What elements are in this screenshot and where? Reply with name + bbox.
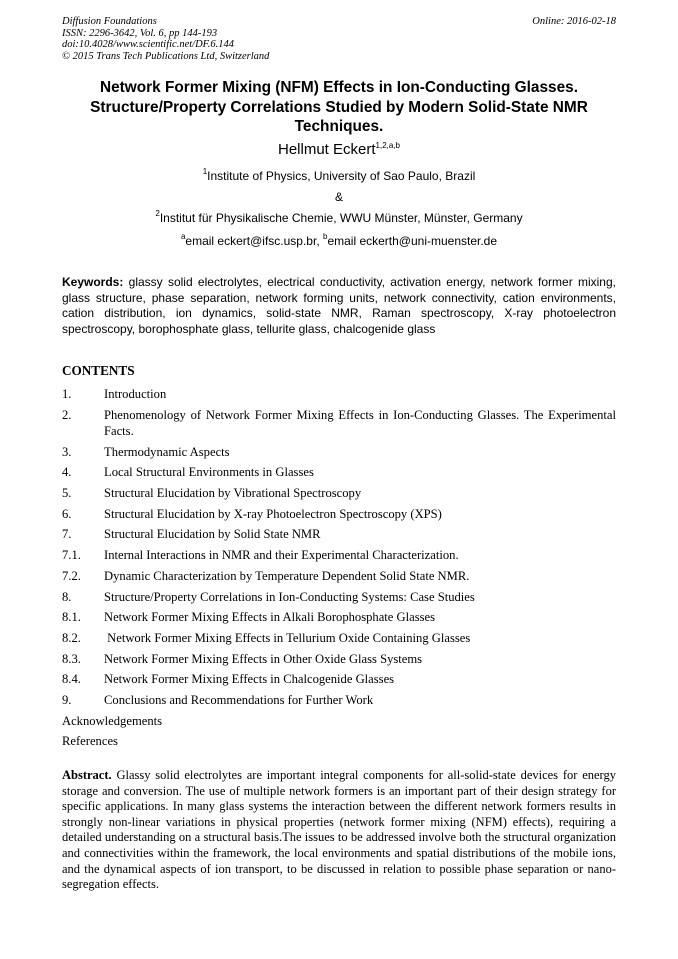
keywords-text: glassy solid electrolytes, electrical conductivity, activation energy, network former mixing, glass structure, phase separation, network forming units, network connectivity, cation environments, cation distribution, ion dynamics, solid-state NMR, Raman spectroscopy, X-ray photoelectron spectroscopy, borophosphate glass, tellurite glass, chalcogenide glass [62,275,616,336]
toc-item [62,587,616,608]
keywords-paragraph [62,275,616,337]
toc-title: Local Structural Environments in Glasses [104,465,314,480]
toc-number: 9. [62,692,72,707]
toc-item [62,483,616,504]
toc-item [62,462,616,483]
toc-title: Structural Elucidation by Solid State NMR [104,527,321,542]
toc-title: Structure/Property Correlations in Ion-Conducting Systems: Case Studies [104,589,475,604]
issn-volume: ISSN: 2296-3642, Vol. 6, pp 144-193 [62,27,218,39]
affiliation-1-text: Institute of Physics, University of Sao Paulo, Brazil [207,169,476,183]
toc-title: Network Former Mixing Effects in Chalcogenide Glasses [104,672,395,687]
toc-title: Phenomenology of Network Former Mixing Effects in Ion-Conducting Glasses. The Experimental Facts. [104,407,616,439]
toc-number: 7. [62,527,72,542]
email-b-sup: b [322,232,328,241]
affiliation-ampersand: & [334,190,343,204]
abstract-paragraph [62,768,616,893]
toc-number: 7.2. [62,568,81,583]
table-of-contents [62,384,616,752]
abstract-text: Glassy solid electrolytes are important integral components for all-solid-state devices for energy storage and conversion. The use of multiple network formers is an important part of their design strategy for specific applications. In many glass systems the interaction between the different network formers results in strongly non-linear variations in physical properties (network former mixing (NFM) effects), requiring a detailed understanding on a structural basis.The issues to be addressed involve both the structural organization and connectivities within the framework, the local environments and spatial distributions of the mobile ions, and the dynamical aspects of ion transport, to be discussed in relation to possible phase separation or nano-segregation effects. [62,768,616,892]
toc-number: 8. [62,589,72,604]
online-date: Online: 2016-02-18 [532,16,616,27]
affiliation-1 [62,169,616,183]
toc-item [62,442,616,463]
author-superscript: 1,2,a,b [375,141,400,150]
toc-number: 4. [62,465,72,480]
toc-number: 8.3. [62,651,81,666]
toc-item [62,669,616,690]
toc-title: Structural Elucidation by Vibrational Spectroscopy [104,486,362,501]
toc-acknowledgements: Acknowledgements [62,713,163,728]
toc-number: 8.2. [62,630,81,645]
email-a: email eckert@ifsc.usp.br, [185,234,323,248]
toc-item [62,524,616,545]
toc-item [62,405,616,442]
paper-title: Network Former Mixing (NFM) Effects in Ion-Conducting Glasses. Structure/Property Correlations Studied by Modern Solid-State NMR Techniques. [90,79,588,135]
affiliation-1-sup: 1 [202,167,208,176]
toc-title: Network Former Mixing Effects in Tellurium Oxide Containing Glasses [104,630,471,645]
email-line [62,234,616,248]
toc-item [62,649,616,670]
affiliation-2-text: Institut für Physikalische Chemie, WWU Münster, Münster, Germany [159,211,523,225]
toc-title: Introduction [104,387,167,401]
keywords-label: Keywords: [62,275,124,289]
toc-title: Conclusions and Recommendations for Further Work [104,692,374,707]
contents-heading: CONTENTS [62,363,135,378]
toc-title: Internal Interactions in NMR and their Experimental Characterization. [104,548,459,563]
toc-number: 5. [62,486,72,501]
toc-item [62,545,616,566]
affiliation-2 [62,211,616,225]
author-line [62,141,616,158]
toc-number: 1. [62,387,72,401]
email-a-sup: a [180,232,186,241]
toc-number: 8.1. [62,610,81,625]
toc-item [62,504,616,525]
toc-item [62,628,616,649]
author-name: Hellmut Eckert [278,141,376,158]
toc-number: 3. [62,444,72,459]
toc-item [62,384,616,405]
toc-item [62,690,616,711]
toc-title: Dynamic Characterization by Temperature Dependent Solid State NMR. [104,568,470,583]
toc-title: Structural Elucidation by X-ray Photoelectron Spectroscopy (XPS) [104,506,442,521]
toc-number: 2. [62,407,72,422]
toc-number: 8.4. [62,672,81,687]
toc-title: Network Former Mixing Effects in Other Oxide Glass Systems [104,651,423,666]
email-b: email eckerth@uni-muenster.de [327,234,498,248]
journal-name: Diffusion Foundations [62,16,157,27]
affiliation-separator [62,190,616,204]
toc-title: Network Former Mixing Effects in Alkali Borophosphate Glasses [104,610,436,625]
copyright: © 2015 Trans Tech Publications Ltd, Switzerland [62,50,270,62]
toc-references: References [62,734,118,749]
toc-title: Thermodynamic Aspects [104,444,230,459]
affiliation-2-sup: 2 [155,209,160,218]
toc-item [62,607,616,628]
doi: doi:10.4028/www.scientific.net/DF.6.144 [62,39,234,50]
toc-item [62,566,616,587]
journal-header [62,16,269,62]
toc-number: 7.1. [62,548,81,563]
abstract-label: Abstract. [62,768,112,782]
toc-number: 6. [62,506,72,521]
